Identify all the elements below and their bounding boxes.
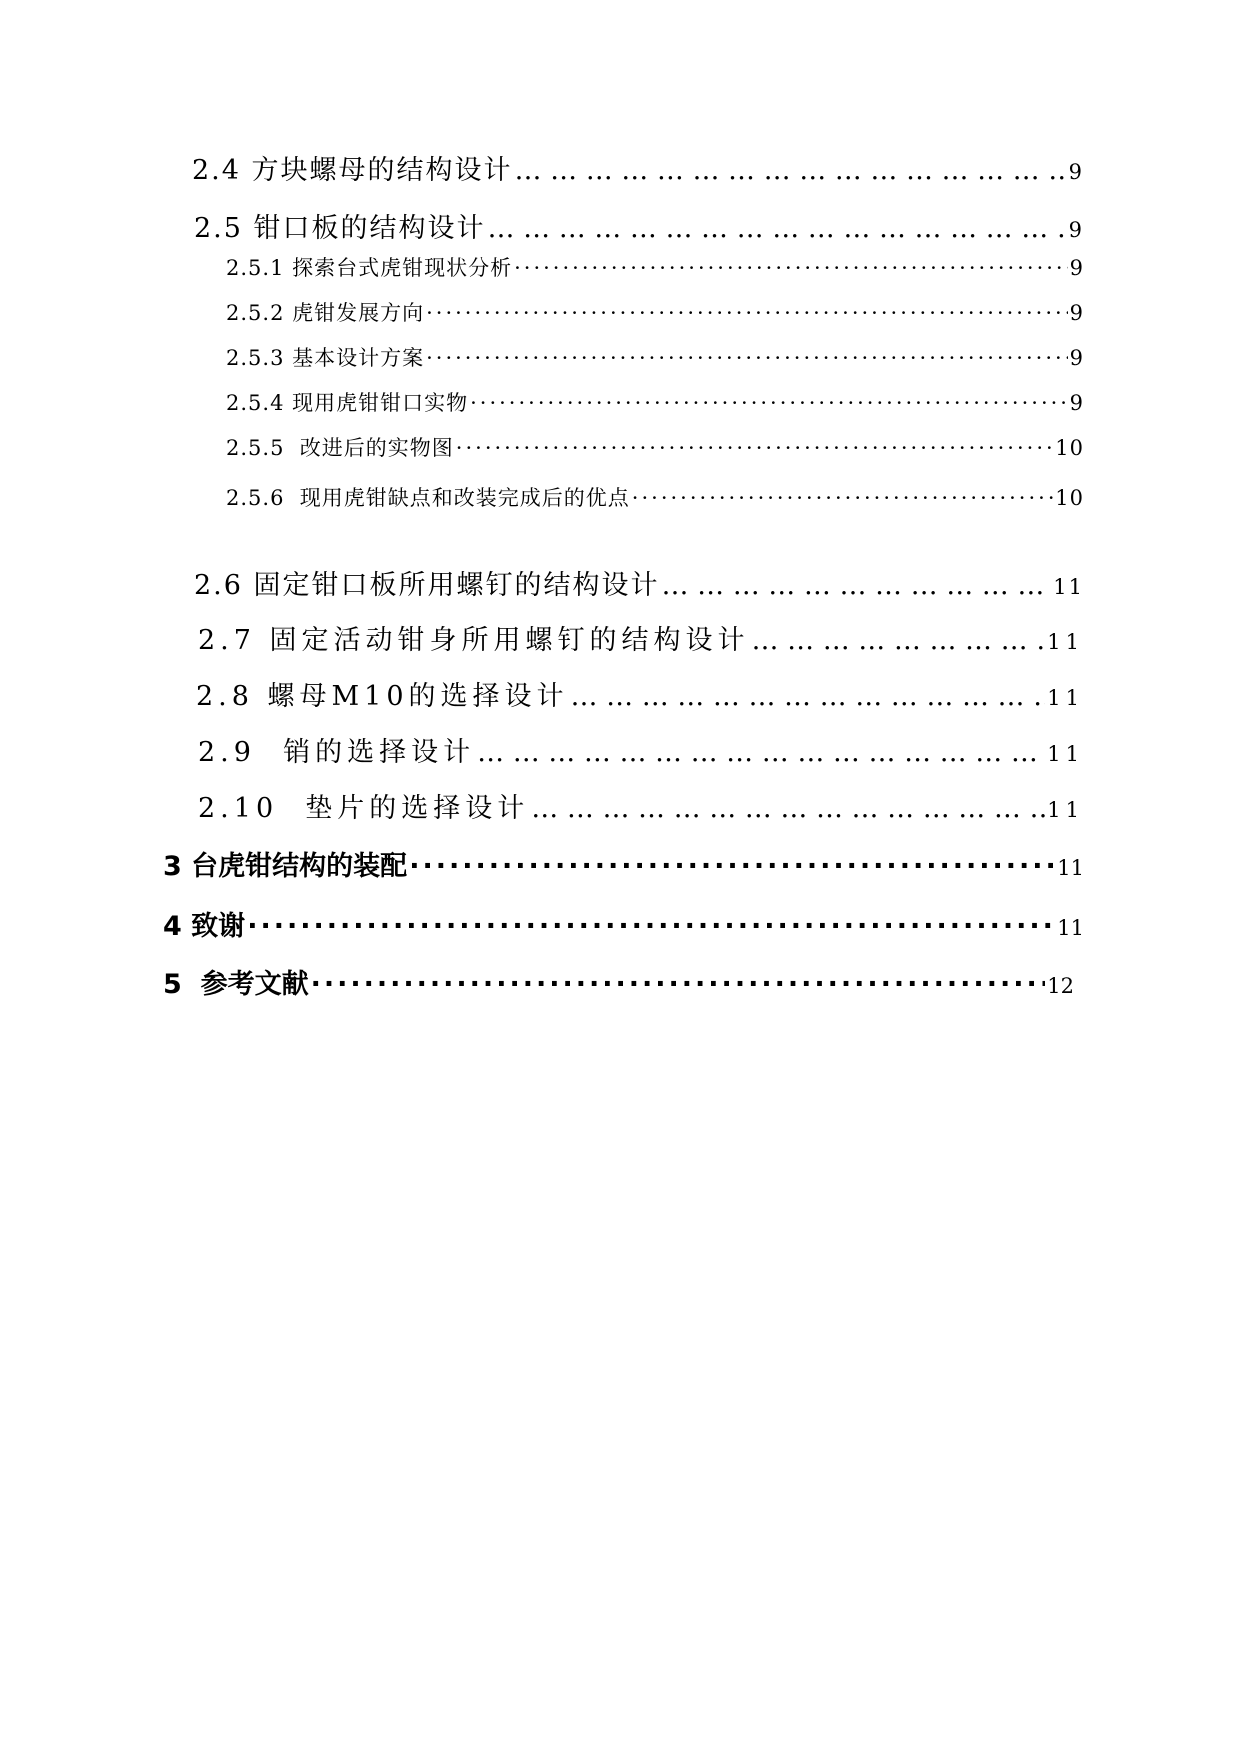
toc-entry[interactable] xyxy=(226,297,1084,327)
toc-page-number: 11 xyxy=(1047,798,1084,822)
toc-dot-leader xyxy=(531,793,1045,824)
toc-entry-label: 2.4 方块螺母的结构设计 xyxy=(192,155,513,186)
toc-page-number: 9 xyxy=(1069,301,1084,325)
toc-entry-label: 2.5.5 改进后的实物图 xyxy=(226,436,454,460)
toc-dot-leader xyxy=(662,570,1052,601)
toc-page-number: 9 xyxy=(1069,391,1084,415)
toc-page-number: 9 xyxy=(1068,160,1084,184)
toc-entry-label: 2.6 固定钳口板所用螺钉的结构设计 xyxy=(194,570,660,601)
toc-entry[interactable] xyxy=(226,342,1084,372)
toc-dot-leader xyxy=(311,969,1046,1000)
toc-page-number: 10 xyxy=(1055,486,1084,510)
toc-entry[interactable] xyxy=(226,252,1084,282)
toc-entry[interactable] xyxy=(163,844,1084,883)
toc-entry[interactable] xyxy=(163,962,1074,1001)
toc-dot-leader xyxy=(426,346,1068,370)
toc-dot-leader xyxy=(426,301,1068,325)
toc-entry-label: 2.5.6 现用虎钳缺点和改装完成后的优点 xyxy=(226,486,630,510)
toc-entry-label: 3 台虎钳结构的装配 xyxy=(163,851,408,882)
toc-entry-label: 2.7 固定活动钳身所用螺钉的结构设计 xyxy=(198,625,750,656)
toc-dot-leader xyxy=(477,737,1045,768)
toc-page-number: 11 xyxy=(1047,630,1084,654)
toc-dot-leader xyxy=(632,486,1053,510)
toc-entry-label: 2.5.2 虎钳发展方向 xyxy=(226,301,425,325)
toc-entry[interactable] xyxy=(194,206,1084,245)
toc-page-number: 11 xyxy=(1057,916,1084,940)
toc-page-number: 11 xyxy=(1053,575,1084,599)
toc-entry-label: 2.5.3 基本设计方案 xyxy=(226,346,425,370)
toc-entry-label: 5 参考文献 xyxy=(163,969,309,1000)
toc-entry-label: 2.5.4 现用虎钳钳口实物 xyxy=(226,391,469,415)
toc-entry[interactable] xyxy=(198,786,1084,825)
toc-entry[interactable] xyxy=(226,387,1084,417)
toc-dot-leader xyxy=(247,911,1055,942)
toc-entry[interactable] xyxy=(194,563,1084,602)
toc-dot-leader xyxy=(752,625,1046,656)
toc-entry-label: 4 致谢 xyxy=(163,911,246,942)
toc-page-number: 11 xyxy=(1047,742,1084,766)
toc-dot-leader xyxy=(514,256,1068,280)
toc-dot-leader xyxy=(488,213,1067,244)
toc-dot-leader xyxy=(456,436,1053,460)
toc-entry[interactable] xyxy=(196,674,1084,713)
toc-page-number: 11 xyxy=(1057,856,1084,880)
toc-page-number: 10 xyxy=(1055,436,1084,460)
toc-entry-label: 2.5.1 探索台式虎钳现状分析 xyxy=(226,256,513,280)
toc-entry[interactable] xyxy=(226,482,1084,512)
toc-entry[interactable] xyxy=(198,730,1084,769)
toc-entry-label: 2.10 垫片的选择设计 xyxy=(198,793,530,824)
toc-entry[interactable] xyxy=(226,432,1084,462)
toc-entry-label: 2.8 螺母M10的选择设计 xyxy=(196,681,569,712)
toc-entry-label: 2.9 销的选择设计 xyxy=(198,737,476,768)
toc-page-number: 9 xyxy=(1068,218,1084,242)
toc-entry-label: 2.5 钳口板的结构设计 xyxy=(194,213,486,244)
toc-page-number: 9 xyxy=(1069,346,1084,370)
toc-page-number: 11 xyxy=(1047,686,1084,710)
toc-dot-leader xyxy=(571,681,1046,712)
toc-page-number: 9 xyxy=(1069,256,1084,280)
toc-entry[interactable] xyxy=(198,618,1084,657)
toc-page-number: 12 xyxy=(1047,974,1074,998)
toc-dot-leader xyxy=(470,391,1068,415)
toc-entry[interactable] xyxy=(163,904,1084,943)
toc-entry[interactable] xyxy=(192,148,1084,187)
toc-dot-leader xyxy=(515,155,1067,186)
toc-dot-leader xyxy=(409,851,1055,882)
